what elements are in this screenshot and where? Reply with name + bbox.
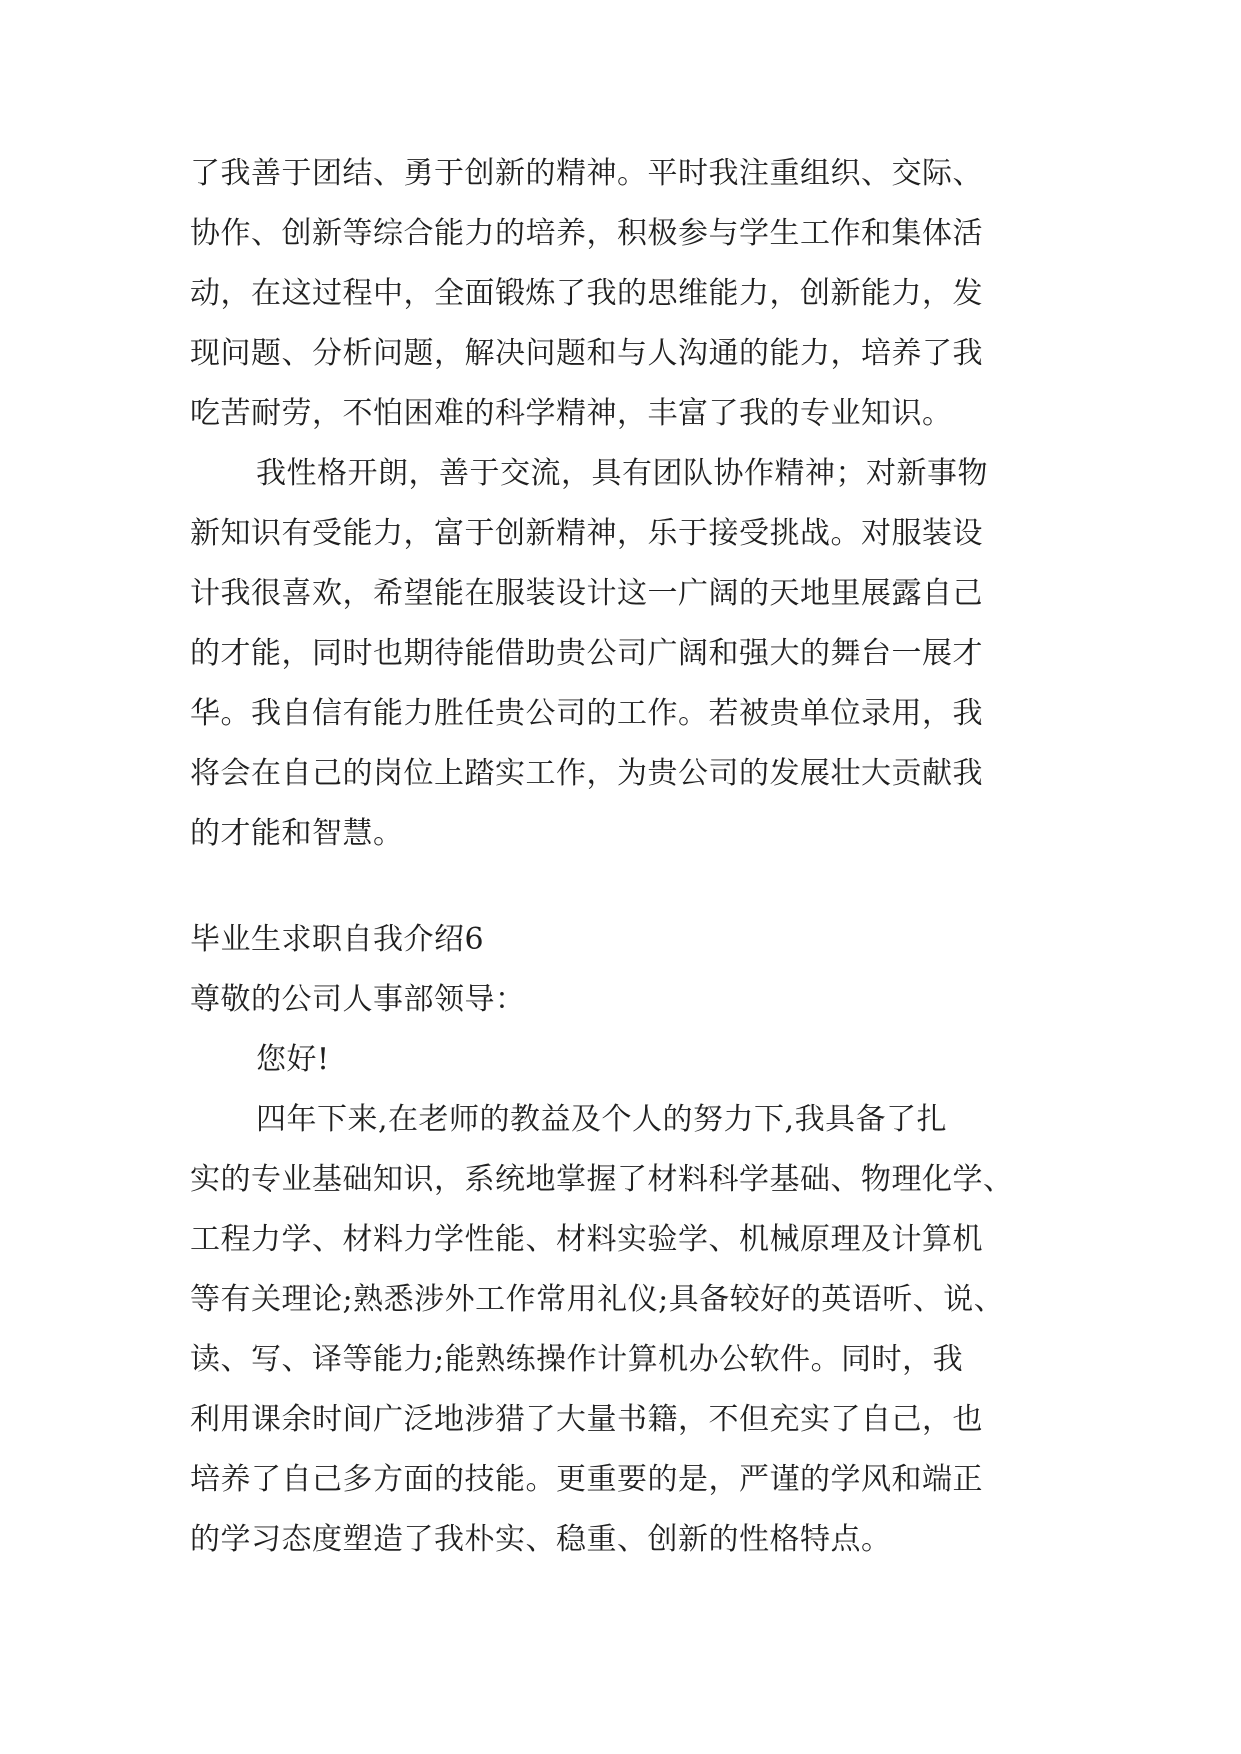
paragraph-line: 协作、创新等综合能力的培养，积极参与学生工作和集体活 [190,216,983,251]
greeting: 您好! [256,1042,330,1077]
section-heading: 毕业生求职自我介绍6 [190,922,485,957]
paragraph-line: 华。我自信有能力胜任贵公司的工作。若被贵单位录用，我 [190,696,983,731]
paragraph-line: 计我很喜欢，希望能在服装设计这一广阔的天地里展露自己 [190,576,983,611]
paragraph-line: 四年下来,在老师的教益及个人的努力下,我具备了扎 [256,1102,948,1137]
paragraph-line: 工程力学、材料力学性能、材料实验学、机械原理及计算机 [190,1222,983,1257]
paragraph-line: 现问题、分析问题，解决问题和与人沟通的能力，培养了我 [190,336,983,371]
paragraph-line: 读、写、译等能力;能熟练操作计算机办公软件。同时，我 [190,1342,964,1377]
paragraph-line: 吃苦耐劳，不怕困难的科学精神，丰富了我的专业知识。 [190,396,953,431]
paragraph-line: 利用课余时间广泛地涉猎了大量书籍，不但充实了自己，也 [190,1402,983,1437]
paragraph-line: 等有关理论;熟悉涉外工作常用礼仪;具备较好的英语听、说、 [190,1282,1005,1317]
paragraph-line: 的才能和智慧。 [190,816,404,851]
paragraph-line: 的才能，同时也期待能借助贵公司广阔和强大的舞台一展才 [190,636,983,671]
paragraph-line: 了我善于团结、勇于创新的精神。平时我注重组织、交际、 [190,156,983,191]
salutation: 尊敬的公司人事部领导： [190,982,526,1017]
paragraph-line: 将会在自己的岗位上踏实工作，为贵公司的发展壮大贡献我 [190,756,983,791]
paragraph-line: 我性格开朗，善于交流，具有团队协作精神；对新事物 [256,456,988,491]
paragraph-line: 培养了自己多方面的技能。更重要的是，严谨的学风和端正 [190,1462,983,1497]
paragraph-line: 新知识有受能力，富于创新精神，乐于接受挑战。对服装设 [190,516,983,551]
paragraph-line: 动，在这过程中，全面锻炼了我的思维能力，创新能力，发 [190,276,983,311]
paragraph-line: 的学习态度塑造了我朴实、稳重、创新的性格特点。 [190,1522,892,1557]
paragraph-line: 实的专业基础知识，系统地掌握了材料科学基础、物理化学、 [190,1162,1014,1197]
